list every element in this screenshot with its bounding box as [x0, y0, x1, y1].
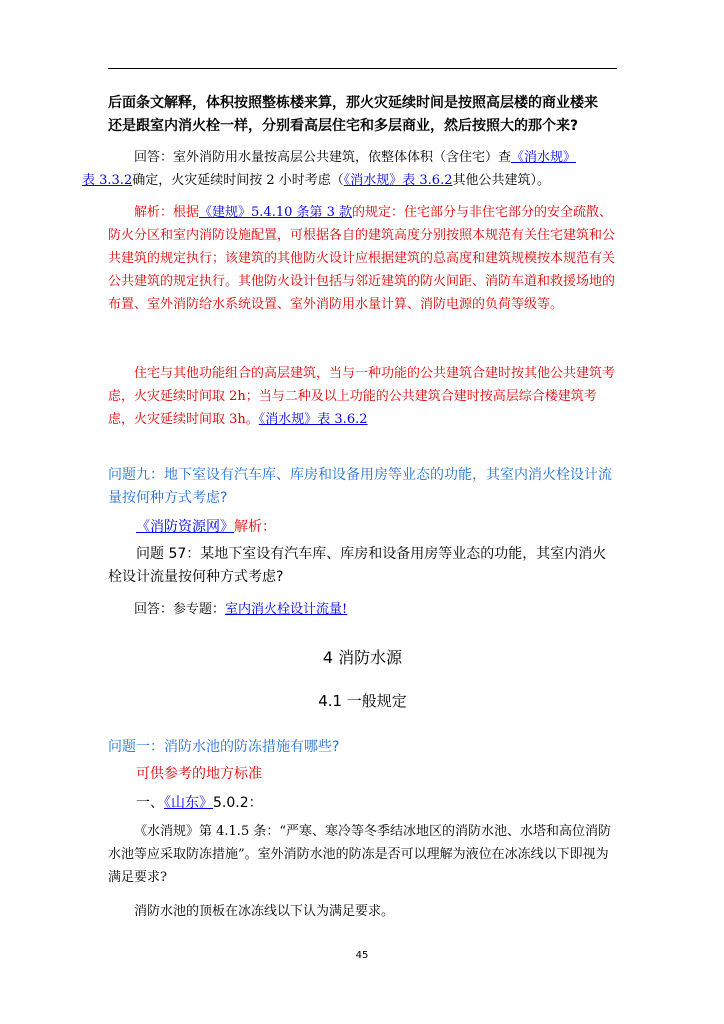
analysis-paragraph-2	[108, 362, 617, 431]
answer-link-table-362[interactable]: 《消水规》表 3.6.2	[343, 173, 453, 188]
question-1	[108, 736, 617, 759]
intro-line-1: 后面条文解释，体积按照整栋楼来算，那火灾延续时间是按照高层楼的商业楼来	[108, 95, 598, 111]
analysis-paragraph	[108, 201, 617, 316]
q9-reply-lead: 回答：参专题：	[134, 602, 226, 617]
q9-reply-link[interactable]: 室内消火栓设计流量!	[225, 602, 348, 617]
reference-heading-text: 可供参考的地方标准	[136, 766, 262, 782]
analysis-text: 的规定：住宅部分与非住宅部分的安全疏散、防火分区和室内消防设施配置，可根据各自的建筑高度分别按照本规范有关住宅建筑和公共建筑的规定执行；该建筑的其他防火设计应根据建筑的总高度和建筑规模按本规范有关公共建筑的规定执行。其他防火设计包括与邻近建筑的防火间距、消防车道和救援场地的布置、室外消防给水系统设置、室外消防用水量计算、消防电源的负荷等级等。	[108, 205, 616, 312]
quote-paragraph	[108, 820, 617, 889]
answer-tail: 其他公共建筑）。	[452, 173, 550, 188]
answer-paragraph	[82, 146, 617, 192]
analysis-link-jiangui[interactable]: 《建规》5.4.10 条第 3 款	[199, 205, 353, 220]
answer-lead: 回答：室外消防用水量按高层公共建筑，依整体体积（含住宅）查	[134, 150, 512, 165]
item-tail: 5.0.2：	[213, 795, 263, 811]
question-57-text: 问题 57：某地下室设有汽车库、库房和设备用房等业态的功能，其室内消火栓设计流量按何种方式考虑?	[108, 546, 607, 585]
question-9	[108, 464, 617, 510]
analysis-p2-link[interactable]: 《消水规》表 3.6.2	[258, 412, 368, 427]
q9-source	[108, 516, 617, 539]
shandong-item	[108, 792, 617, 815]
analysis-p2-text: 住宅与其他功能组合的高层建筑，当与一种功能的公共建筑合建时按其他公共建筑考虑，火灾延续时间取 2h；当与二种及以上功能的公共建筑合建时按高层综合楼建筑考虑，火灾延续时间取 3h。	[108, 366, 616, 427]
page-number: 45	[355, 950, 369, 961]
reference-heading	[108, 763, 617, 786]
intro-line-2: 还是跟室内消火栓一样，分别看高层住宅和多层商业，然后按照大的那个来?	[108, 118, 579, 134]
item-lead: 一、	[136, 795, 164, 811]
q9-source-link[interactable]: 《消防资源网》	[136, 519, 234, 535]
quote-text: 《水消规》第 4.1.5 条：“严寒、寒冷等冬季结冰地区的消防水池、水塔和高位消防水池等应采取防冻措施”。室外消防水池的防冻是否可以理解为液位在冰冻线以下即视为满足要求?	[108, 824, 611, 885]
q1-answer-text: 消防水池的顶板在冰冻线以下认为满足要求。	[134, 904, 395, 919]
chapter-title	[108, 645, 617, 671]
analysis-lead: 解析：根据	[134, 205, 200, 220]
answer-mid: 确定，火灾延续时间按 2 小时考虑（	[132, 173, 344, 188]
question-57	[108, 543, 617, 589]
section-title	[108, 689, 617, 713]
q1-answer	[108, 900, 617, 923]
q9-source-suffix: 解析：	[234, 519, 276, 535]
intro-block	[108, 92, 617, 138]
question-1-text: 问题一：消防水池的防冻措施有哪些?	[108, 739, 340, 755]
section-title-text: 4.1 一般规定	[318, 692, 407, 710]
q9-reply	[108, 598, 617, 621]
chapter-title-text: 4 消防水源	[322, 648, 403, 667]
answer-link-table-332[interactable]: 表 3.3.2	[82, 173, 133, 188]
header-rule	[108, 68, 617, 69]
item-link-shandong[interactable]: 《山东》	[164, 795, 213, 811]
question-9-text: 问题九：地下室设有汽车库、库房和设备用房等业态的功能，其室内消火栓设计流量按何种方式考虑?	[108, 467, 612, 506]
answer-link-xiaoshuigui[interactable]: 《消水规》	[511, 150, 577, 165]
